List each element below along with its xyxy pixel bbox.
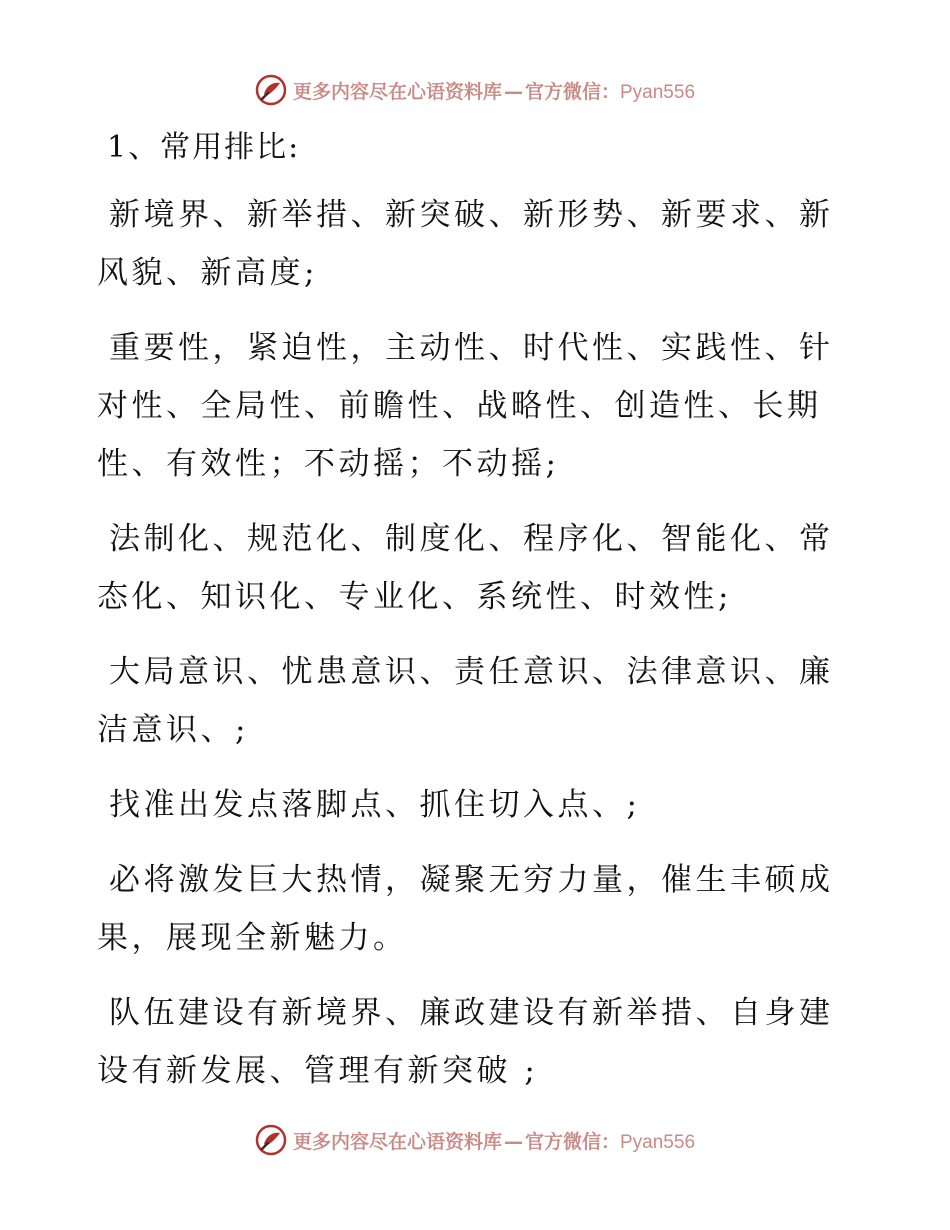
paragraph-new-terms: 新境界、新举措、新突破、新形势、新要求、新风貌、新高度; bbox=[97, 197, 834, 291]
paragraph-institutionalization-terms: 法制化、规范化、制度化、程序化、智能化、常态化、知识化、专业化、系统性、时效性; bbox=[97, 521, 834, 615]
watermark-line bbox=[293, 1127, 695, 1154]
footer-watermark bbox=[0, 1120, 950, 1160]
watermark-dash: — bbox=[503, 80, 523, 103]
watermark-label: 官方微信： bbox=[524, 80, 620, 103]
watermark-brand: 更多内容尽在心语资料库 bbox=[292, 1130, 502, 1153]
paragraph-awareness-terms: 大局意识、忧患意识、责任意识、法律意识、廉洁意识、; bbox=[97, 654, 834, 748]
pen-heart-logo-icon bbox=[255, 74, 287, 106]
pen-heart-logo-icon bbox=[255, 1124, 287, 1156]
section-heading: 1、常用排比: bbox=[107, 130, 301, 165]
paragraph-enthusiasm: 必将激发巨大热情，凝聚无穷力量，催生丰硕成果，展现全新魅力。 bbox=[97, 862, 834, 956]
watermark-line bbox=[293, 77, 695, 104]
header-watermark bbox=[0, 70, 950, 110]
watermark-brand: 更多内容尽在心语资料库 bbox=[292, 80, 502, 103]
paragraph-team-building: 队伍建设有新境界、廉政建设有新举措、自身建设有新发展、管理有新突破 ; bbox=[97, 995, 834, 1089]
document-body bbox=[97, 122, 837, 1117]
watermark-handle: Pyan556 bbox=[620, 81, 696, 103]
paragraph-importance-terms: 重要性，紧迫性，主动性、时代性、实践性、针对性、全局性、前瞻性、战略性、创造性、长期性、有效性；不动摇；不动摇; bbox=[97, 330, 834, 482]
watermark-dash: — bbox=[503, 1130, 523, 1153]
paragraph-starting-point: 找准出发点落脚点、抓住切入点、; bbox=[109, 787, 641, 823]
watermark-handle: Pyan556 bbox=[620, 1131, 696, 1153]
watermark-label: 官方微信： bbox=[524, 1130, 620, 1153]
